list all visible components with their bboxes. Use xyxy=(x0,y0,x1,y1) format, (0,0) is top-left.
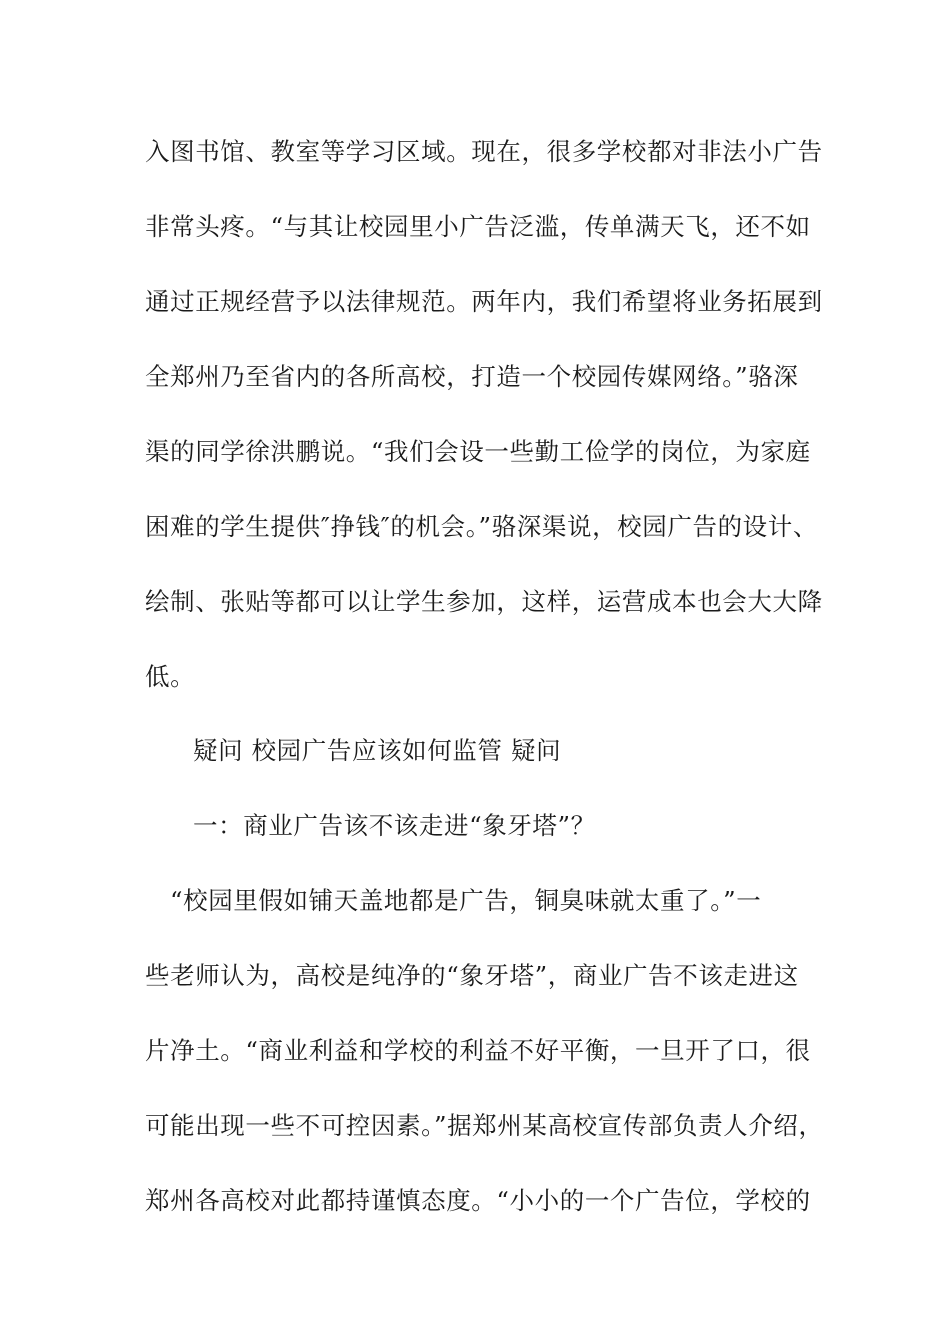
paragraph-line: 困难的学生提供″挣钱″的机会。”骆深渠说，校园广告的设计、 xyxy=(145,512,818,541)
paragraph-line: 片净土。“商业利益和学校的利益不好平衡，一旦开了口，很 xyxy=(145,1036,811,1065)
paragraph-line: 非常头疼。“与其让校园里小广告泛滥，传单满天飞，还不如 xyxy=(145,212,811,241)
paragraph-line: 绘制、张贴等都可以让学生参加，这样，运营成本也会大大降 xyxy=(145,587,823,616)
subsection-heading: 一：商业广告该不该走进“象牙塔”？ xyxy=(193,811,596,840)
paragraph-line: 郑州各高校对此都持谨慎态度。“小小的一个广告位，学校的 xyxy=(145,1186,811,1215)
paragraph-line: “校园里假如铺天盖地都是广告，铜臭味就太重了。”一 xyxy=(170,886,762,915)
paragraph-line: 些老师认为，高校是纯净的“象牙塔”，商业广告不该走进这 xyxy=(145,961,799,990)
paragraph-line: 入图书馆、教室等学习区域。现在，很多学校都对非法小广告 xyxy=(145,137,823,166)
paragraph-line: 可能出现一些不可控因素。”据郑州某高校宣传部负责人介绍， xyxy=(145,1111,824,1140)
paragraph-line: 低。 xyxy=(145,662,196,691)
paragraph-line: 渠的同学徐洪鹏说。“我们会设一些勤工俭学的岗位，为家庭 xyxy=(145,437,811,466)
paragraph-line: 全郑州乃至省内的各所高校，打造一个校园传媒网络。”骆深 xyxy=(145,362,799,391)
section-heading: 疑问 校园广告应该如何监管 疑问 xyxy=(193,736,562,765)
paragraph-line: 通过正规经营予以法律规范。两年内，我们希望将业务拓展到 xyxy=(145,287,823,316)
